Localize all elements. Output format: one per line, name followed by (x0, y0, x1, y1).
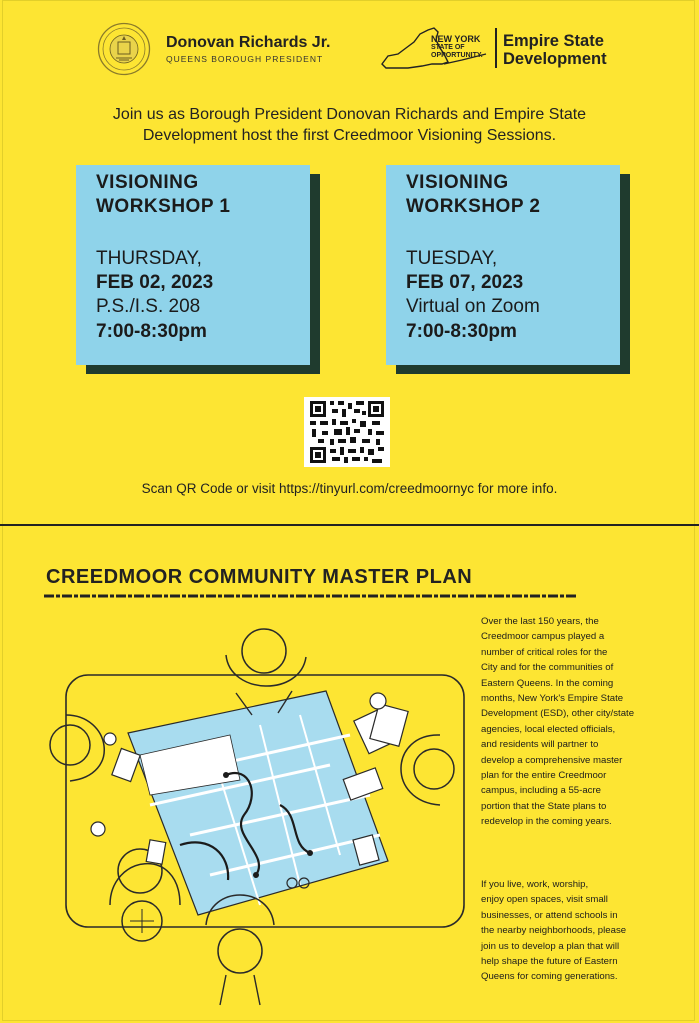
p1-line: and residents will partner to (481, 739, 599, 751)
p1-line: develop a comprehensive master (481, 754, 623, 766)
new-york-state-of-opportunity-logo (431, 34, 483, 60)
logo-divider (495, 28, 497, 68)
p1-line: Eastern Queens. In the coming (481, 677, 614, 689)
nys-logo-line-1: NEW YORK (431, 34, 481, 44)
p1-line: Over the last 150 years, the (481, 616, 599, 627)
workshop-2-day: TUESDAY, (406, 248, 498, 269)
intro-line-1: Join us as Borough President Donovan Richards and Empire State (112, 106, 587, 123)
p1-line: City and for the communities of (481, 662, 614, 674)
master-plan-title: CREEDMOOR COMMUNITY MASTER PLAN (46, 566, 473, 588)
title-underline (44, 592, 576, 600)
borough-president-seal-icon (97, 22, 151, 76)
empire-state-development-logo (503, 32, 607, 68)
workshop-2-time: 7:00-8:30pm (406, 321, 517, 342)
borough-president-title: QUEENS BOROUGH PRESIDENT (166, 54, 324, 64)
p1-line: plan for the entire Creedmoor (481, 770, 607, 782)
esd-line-1: Empire State (503, 32, 604, 50)
workshop-1-title-line-2: WORKSHOP 1 (96, 196, 231, 217)
p1-line: number of critical roles for the (481, 646, 608, 658)
workshop-2-date: FEB 07, 2023 (406, 272, 524, 293)
nys-logo-line-3: OPPORTUNITY. (431, 52, 483, 59)
borough-president-name: Donovan Richards Jr. (166, 34, 331, 51)
master-plan-paragraph-1 (481, 614, 681, 830)
p2-line: If you live, work, worship, (481, 879, 589, 890)
p1-line: campus, including a 55-acre (481, 785, 601, 797)
community-planning-illustration (30, 605, 470, 1015)
workshop-2-title-line-2: WORKSHOP 2 (406, 196, 541, 217)
master-plan-paragraph-2 (481, 877, 681, 985)
p1-line: portion that the State plans to (481, 800, 607, 812)
p2-line: the nearby neighborhoods, please (481, 925, 627, 937)
scan-qr-instructions: Scan QR Code or visit https://tinyurl.com/creedmoornyc for more info. (141, 481, 558, 496)
intro-text (40, 104, 659, 146)
workshop-1-location: P.S./I.S. 208 (96, 296, 201, 317)
workshop-1-day: THURSDAY, (96, 248, 202, 269)
p1-line: agencies, local elected officials, (481, 723, 616, 735)
p1-line: Development (ESD), other city/state (481, 708, 635, 720)
p2-line: join us to develop a plan that will (481, 940, 620, 952)
workshop-2-title-line-1: VISIONING (406, 172, 509, 193)
qr-code-icon[interactable] (304, 397, 390, 467)
p1-line: redevelop in the coming years. (481, 816, 612, 828)
workshop-1-card (76, 165, 310, 365)
workshop-2-card (386, 165, 620, 365)
workshop-1-date: FEB 02, 2023 (96, 272, 214, 293)
intro-line-2: Development host the first Creedmoor Visioning Sessions. (142, 127, 557, 144)
section-divider (0, 524, 699, 526)
p2-line: enjoy open spaces, visit small (481, 894, 608, 906)
workshop-1-time: 7:00-8:30pm (96, 321, 207, 342)
p2-line: businesses, or attend schools in (481, 909, 618, 921)
workshop-2-location: Virtual on Zoom (406, 296, 540, 317)
p2-line: help shape the future of Eastern (481, 956, 618, 968)
p1-line: Creedmoor campus played a (481, 631, 605, 643)
workshop-1-title-line-1: VISIONING (96, 172, 199, 193)
esd-line-2: Development (503, 50, 607, 68)
nys-logo-line-2: STATE OF (431, 44, 465, 51)
p1-line: months, New York's Empire State (481, 693, 624, 705)
p2-line: Queens for coming generations. (481, 971, 618, 983)
